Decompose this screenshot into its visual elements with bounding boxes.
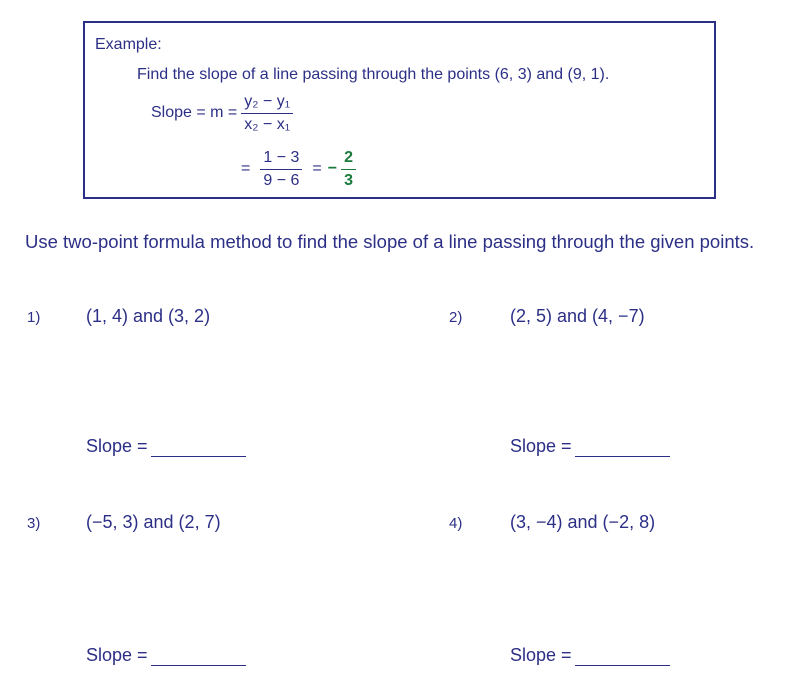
slope-blank[interactable] [151, 442, 246, 457]
answer-denominator: 3 [344, 171, 353, 189]
problem-number: 4) [449, 515, 463, 532]
problem-points: (3, −4) and (−2, 8) [510, 512, 656, 532]
substitution-denominator: 9 − 6 [263, 171, 300, 189]
example-box [83, 21, 716, 199]
slope-label: Slope = [86, 436, 148, 456]
example-question: Find the slope of a line passing through the points (6, 3) and (9, 1). [137, 66, 610, 83]
problem-points: (1, 4) and (3, 2) [86, 306, 211, 326]
slope-formula [151, 93, 297, 133]
example-answer [328, 149, 360, 189]
slope-label: Slope = m = [151, 104, 238, 122]
answer-fraction [341, 149, 356, 189]
slope-blank[interactable] [151, 651, 246, 666]
instruction-text: Use two-point formula method to find the slope of a line passing through the given points. [25, 231, 755, 252]
slope-label: Slope = [510, 645, 572, 665]
example-label: Example: [95, 36, 162, 53]
slope-label: Slope = [510, 436, 572, 456]
slope-answer-line [510, 645, 670, 666]
substitution-numerator: 1 − 3 [260, 149, 302, 170]
answer-sign: − [327, 160, 338, 178]
equals-sign: = [312, 160, 322, 178]
equals-sign: = [241, 160, 251, 178]
slope-blank[interactable] [575, 651, 670, 666]
slope-answer-line [86, 436, 246, 457]
problem-points: (2, 5) and (4, −7) [510, 306, 645, 326]
problem-number: 2) [449, 309, 463, 326]
problem-points: (−5, 3) and (2, 7) [86, 512, 221, 532]
slope-blank[interactable] [575, 442, 670, 457]
problem-number: 3) [27, 515, 41, 532]
formula-denominator: x₂ − x₁ [244, 115, 291, 133]
formula-fraction [241, 93, 293, 133]
slope-answer-line [510, 436, 670, 457]
problem-number: 1) [27, 309, 41, 326]
substitution-fraction [260, 149, 302, 189]
slope-calculation [235, 149, 360, 189]
slope-label: Slope = [86, 645, 148, 665]
slope-answer-line [86, 645, 246, 666]
formula-numerator: y₂ − y₁ [241, 93, 293, 114]
answer-numerator: 2 [341, 149, 356, 170]
